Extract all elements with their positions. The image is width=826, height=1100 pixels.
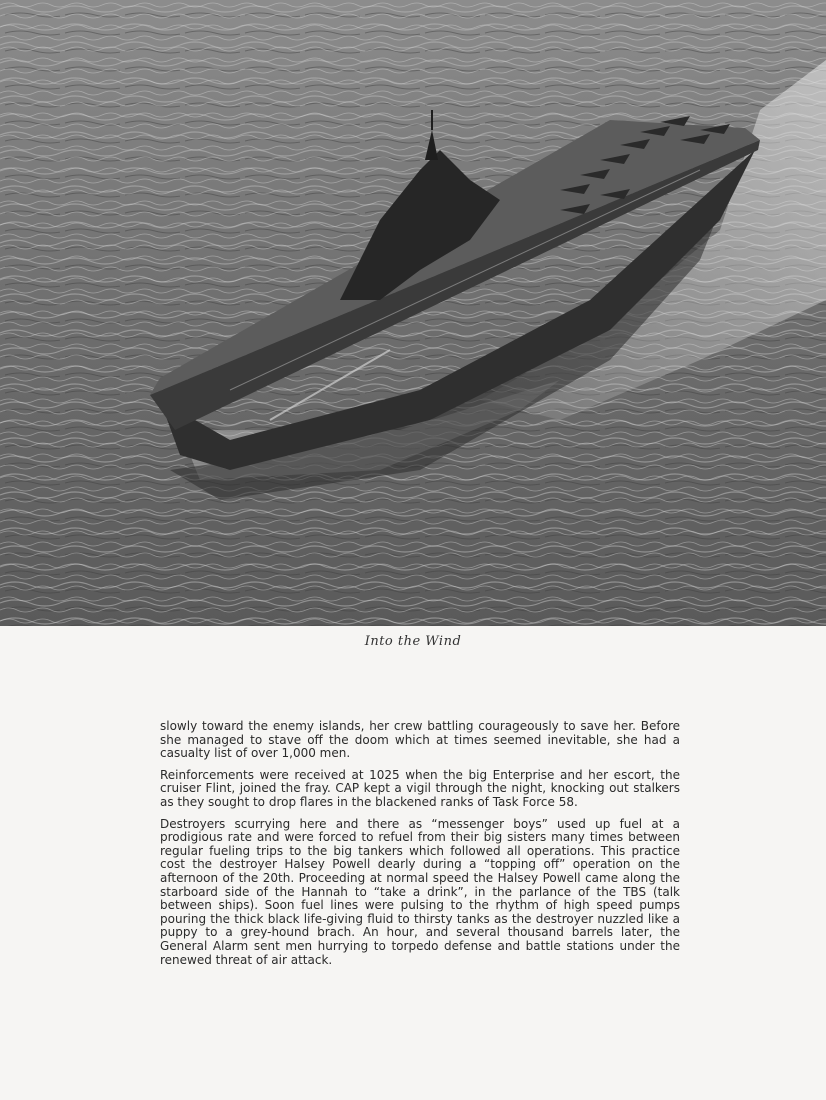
paragraph: Reinforcements were received at 1025 when the big Enterprise and her escort, the cruiser Flint, joined the fray. CAP kept a vigil through the night, knocking out stalkers as they sought to drop flares in the blackened ranks of Task Force 58. <box>160 767 680 809</box>
photo-caption: Into the Wind <box>364 634 462 649</box>
paragraph: Destroyers scurrying here and there as “messenger boys” used up fuel at a prodigious rate and were forced to refuel from their big sisters many times between regular fueling trips to the big tankers which followed all operations. This practice cost the destroyer Halsey Powell dearly during a “topping off” operation on the afternoon of the 20th. Proceeding at normal speed the Halsey Powell came along the starboard side of the Hannah to “take a drink”, in the parlance of the TBS (talk between ships). Soon fuel lines were pulsing to the rhythm of high speed pumps pouring the thick black life-giving fluid to thirsty tanks as the destroyer nuzzled like a puppy to a grey-hound brach. An hour, and several thousand barrels later, the General Alarm sent men hurrying to torpedo defense and battle stations under the renewed threat of air attack. <box>160 816 680 967</box>
body-text <box>160 720 680 975</box>
paragraph: slowly toward the enemy islands, her crew battling courageously to save her. Before she managed to stave off the doom which at times seemed inevitable, she had a casualty list of over 1,000 men. <box>160 719 680 761</box>
